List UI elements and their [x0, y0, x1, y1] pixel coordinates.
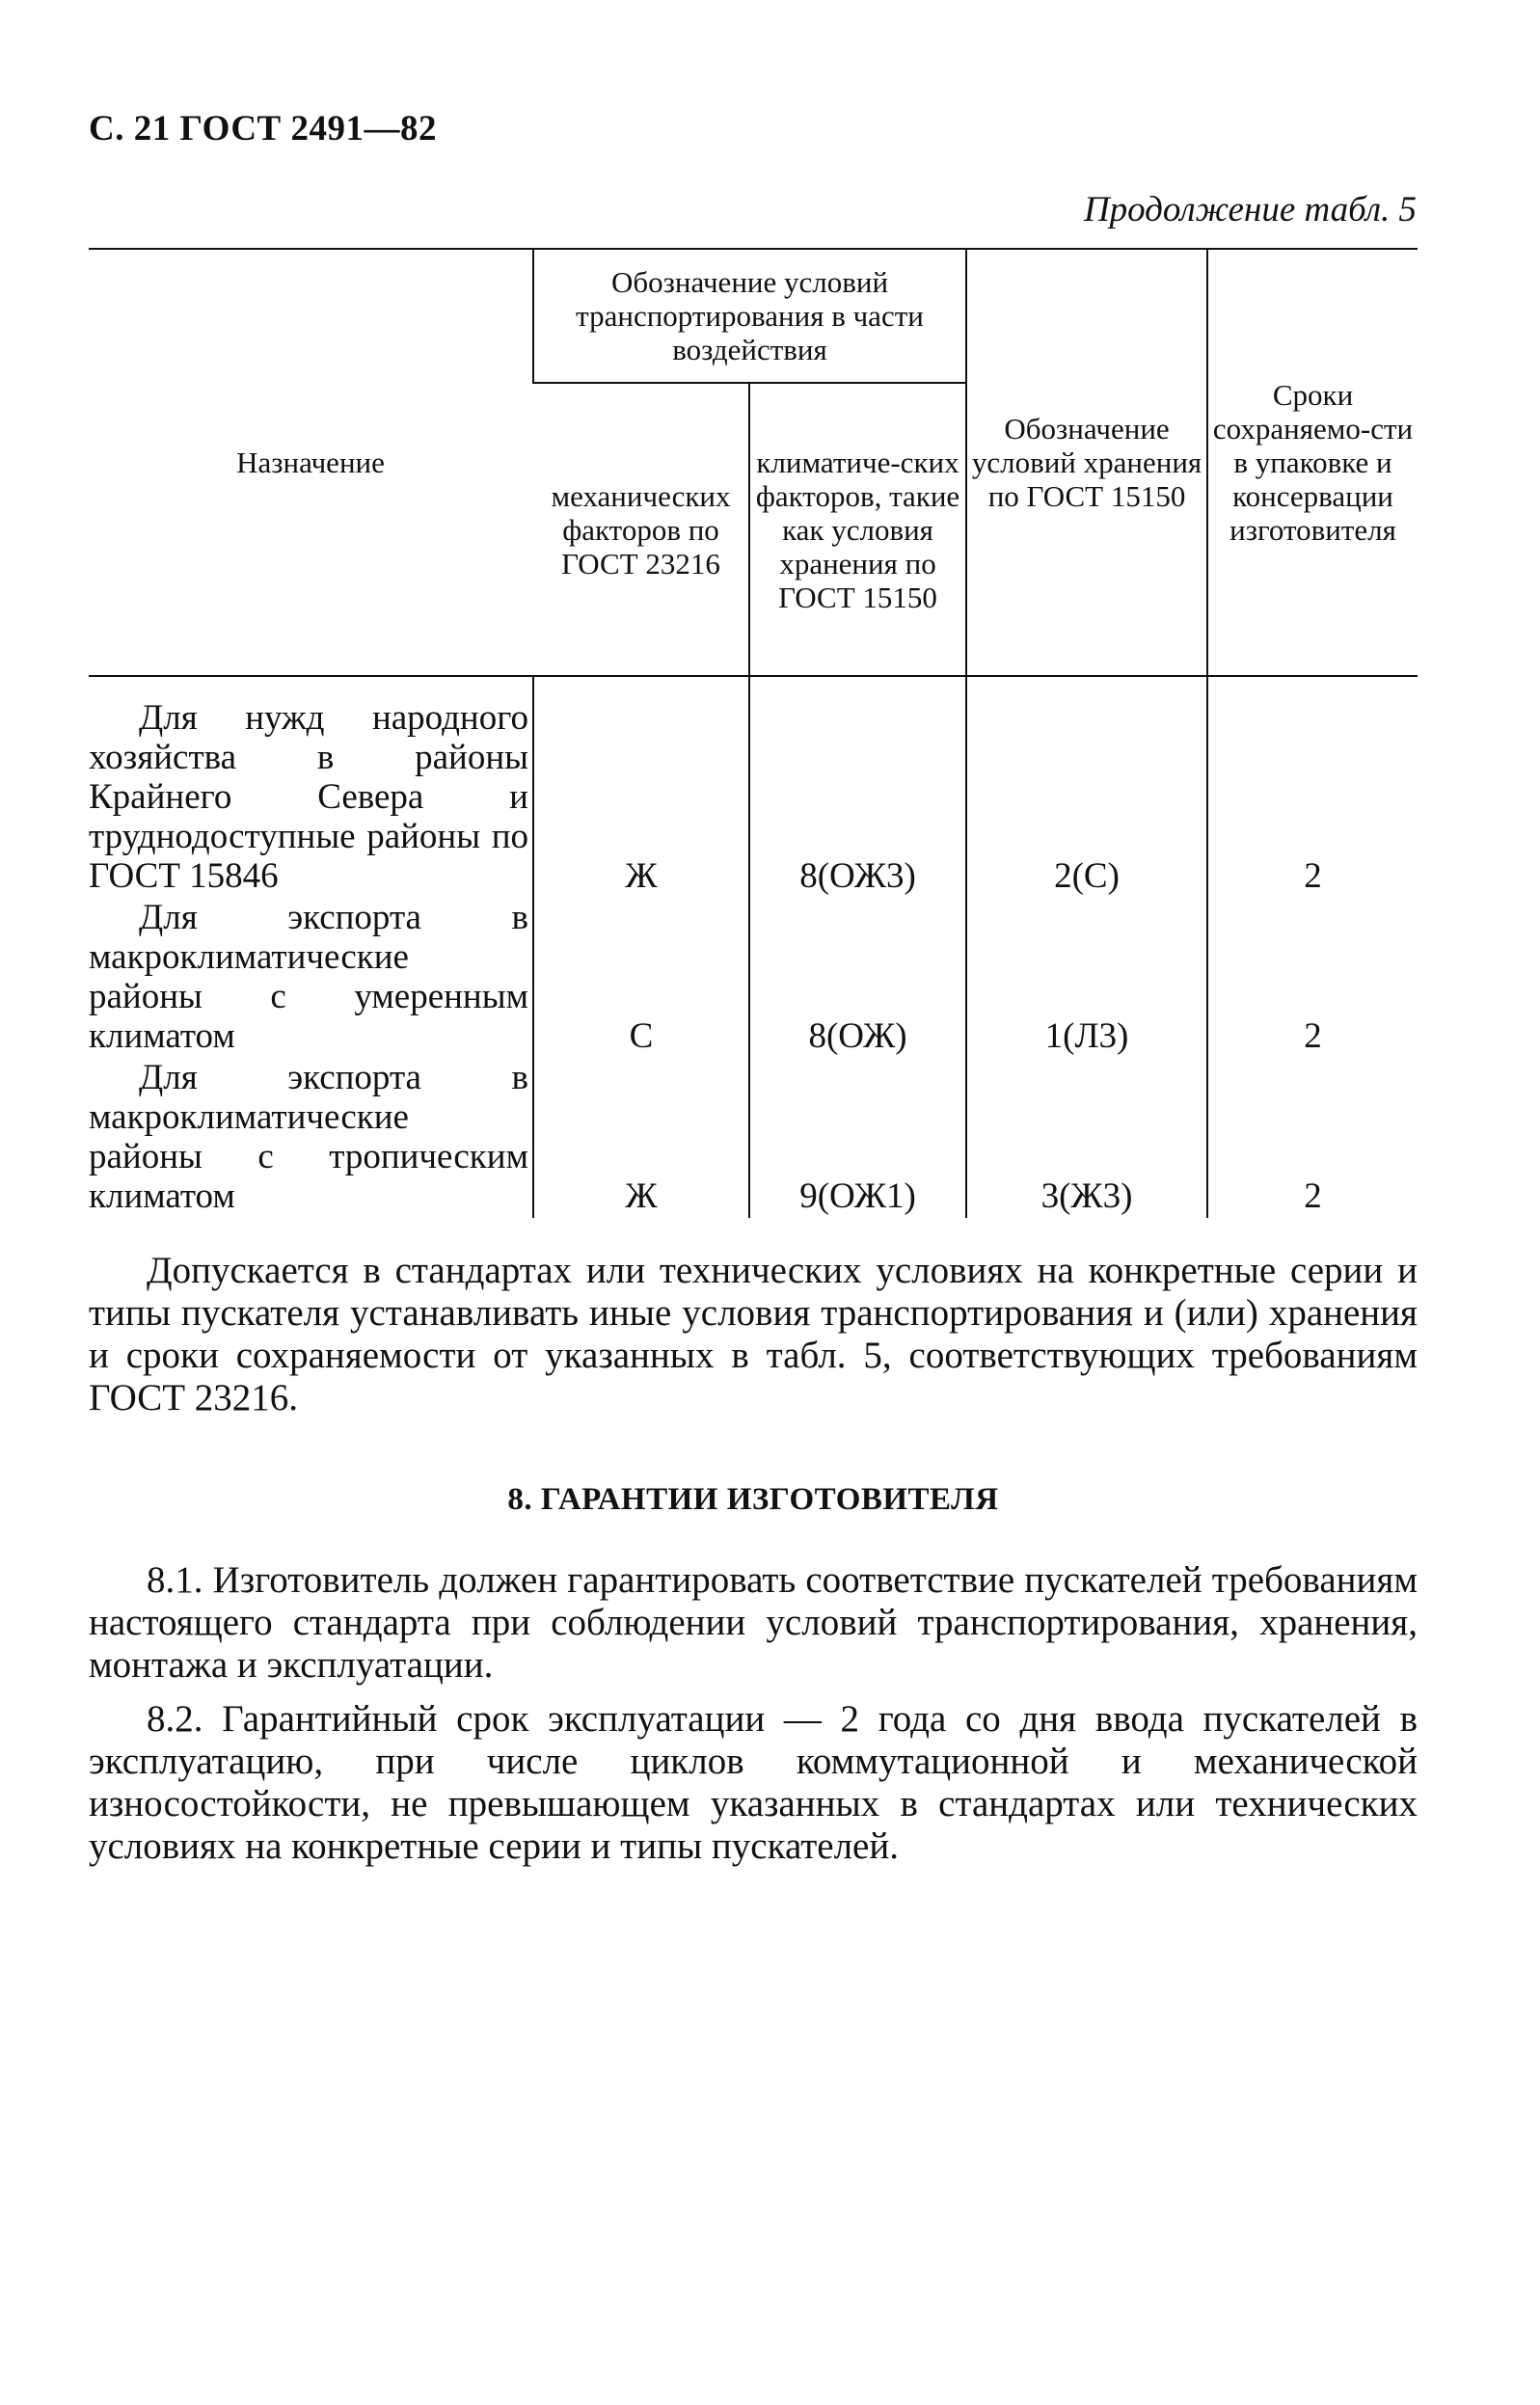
cell-shelf-life: 2 — [1207, 898, 1418, 1058]
cell-mechanical: Ж — [533, 676, 749, 898]
cell-shelf-life: 2 — [1207, 1058, 1418, 1218]
cell-mechanical: Ж — [533, 1058, 749, 1218]
paragraph-8-1: 8.1. Изготовитель должен гарантировать соответствие пускателей требованиям настоящего стандарта при соблюдении условий транспортирования, хранения, монтажа и эксплуатации. — [89, 1559, 1418, 1686]
header-purpose: Назначение — [89, 249, 533, 676]
header-storage: Обозначение условий хранения по ГОСТ 15150 — [966, 249, 1207, 676]
cell-storage: 1(Л3) — [966, 898, 1207, 1058]
table-row — [89, 676, 1418, 898]
header-mechanical: механических факторов по ГОСТ 23216 — [533, 383, 749, 676]
table-row — [89, 1058, 1418, 1218]
cell-climatic: 8(ОЖ3) — [749, 676, 966, 898]
table-note-paragraph: Допускается в стандартах или технических условиях на конкретные серии и типы пускателя устанавливать иные условия транспортирования и (или) хранения и сроки сохраняемости от указанных в табл. 5, соответствующих требованиям ГОСТ 23216. — [89, 1250, 1418, 1419]
page-header: С. 21 ГОСТ 2491—82 — [89, 109, 437, 149]
cell-climatic: 9(ОЖ1) — [749, 1058, 966, 1218]
section-title: 8. ГАРАНТИИ ИЗГОТОВИТЕЛЯ — [507, 1482, 999, 1517]
cell-purpose: Для нужд народного хозяйства в районы Крайнего Севера и труднодоступные районы по ГОСТ 15846 — [89, 698, 528, 896]
header-shelf-life: Сроки сохраняемо-сти в упаковке и консервации изготовителя — [1207, 249, 1418, 676]
cell-storage: 3(Ж3) — [966, 1058, 1207, 1218]
paragraph-8-2: 8.2. Гарантийный срок эксплуатации — 2 года со дня ввода пускателей в эксплуатацию, при числе циклов коммутационной и механической износостойкости, не превышающем указанных в стандартах или технических условиях на конкретные серии и типы пускателей. — [89, 1698, 1418, 1867]
table-continuation-label: Продолжение табл. 5 — [1083, 190, 1417, 230]
cell-purpose: Для экспорта в макроклиматические районы с тропическим климатом — [89, 1058, 528, 1216]
cell-purpose: Для экспорта в макроклиматические районы с умеренным климатом — [89, 898, 528, 1056]
storage-conditions-table — [89, 248, 1418, 1218]
cell-storage: 2(С) — [966, 676, 1207, 898]
cell-shelf-life: 2 — [1207, 676, 1418, 898]
cell-mechanical: С — [533, 898, 749, 1058]
header-climatic: климатиче-ских факторов, такие как условия хранения по ГОСТ 15150 — [749, 383, 966, 676]
table-row — [89, 898, 1418, 1058]
cell-climatic: 8(ОЖ) — [749, 898, 966, 1058]
header-transport-group: Обозначение условий транспортирования в части воздействия — [533, 249, 966, 383]
